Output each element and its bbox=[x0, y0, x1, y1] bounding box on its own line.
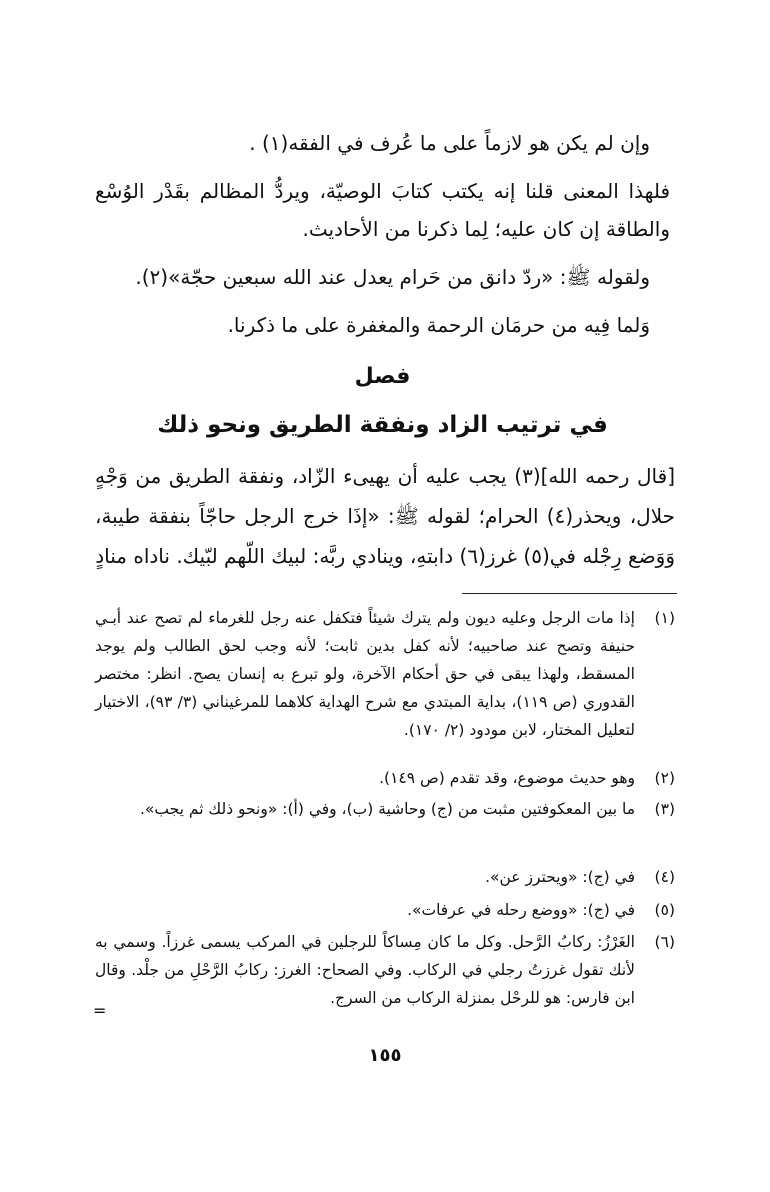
footnote-text: إذا مات الرجل وعليه ديون ولم يترك شيئاً فتكفل عنه رجل للغرماء لم تصح عند أبـي حنيفة وتصح عند صاحبيه؛ لأنه كفل بدين ثابت؛ لأنه وجب لحق الطالب ولم يوجد المسقط، ولهذا يبقى في حق أحكام الآخرة، ولو تبرع به إنسان يصح. انظر: مختصر القدوري (ص ١١٩)، بداية المبتدي مع شرح الهداية كلاهما للمرغيناني (٣/ ٩٣)، الاختيار لتعليل المختار، لابن مودود (٢/ ١٧٠). bbox=[95, 609, 635, 739]
main-paragraph: [قال رحمه الله](٣) يجب عليه أن يهيىء الزّاد، ونفقة الطريق من وَجْهٍ حلال، ويحذر(٤) الحرام؛ لقوله ﷺ: «إذَا خرج الرجل حاجّاً بنفقة طيبة، وَوَضع رِجْله في(٥) غرز(٦) دابتهِ، وينادي ربَّه: لبيك اللّهم لبّيك. ناداه منادٍ bbox=[95, 464, 675, 568]
footnote-number: (٢) bbox=[654, 769, 675, 787]
page-number: ١٥٥ bbox=[368, 1045, 402, 1066]
footnote-number: (١) bbox=[654, 609, 675, 627]
footnote-number: (٤) bbox=[654, 868, 675, 886]
section-title: في ترتيب الزاد ونفقة الطريق ونحو ذلك bbox=[157, 412, 608, 438]
footnote-text: وهو حديث موضوع، وقد تقدم (ص ١٤٩). bbox=[379, 769, 635, 787]
continuation-mark: = bbox=[93, 1001, 107, 1020]
footnote-text: في (ج): «ويحترز عن». bbox=[485, 868, 635, 886]
footnote-1 bbox=[95, 604, 675, 744]
footnote-text: الغَرْزُ: ركابُ الرَّحل. وكل ما كان مِساكاً للرجلين في المركب يسمى غرزاً. وسمي به لأنك تقول غرزتُ رجلي في الركاب. وفي الصحاح: الغرز: ركابُ الرَّحْلِ من جلْد. وقال ابن فارس: هو للرحْل بمنزلة الركاب من السرج. bbox=[95, 933, 635, 1007]
text-line-3: ولقوله ﷺ: «ردّ دانق من حَرام يعدل عند الله سبعين حجّة»(٢). bbox=[135, 265, 650, 289]
footnote-number: (٣) bbox=[654, 800, 675, 818]
footnote-4 bbox=[95, 863, 675, 891]
footnote-3 bbox=[95, 795, 675, 823]
footnote-number: (٦) bbox=[654, 933, 675, 951]
footnote-6 bbox=[95, 928, 675, 1012]
footnote-separator bbox=[462, 593, 677, 594]
footnote-number: (٥) bbox=[654, 901, 675, 919]
text-line-1: وإن لم يكن هو لازماً على ما عُرف في الفقه(١) . bbox=[249, 131, 650, 155]
text-line-4: وَلما فِيه من حرمَان الرحمة والمغفرة على ما ذكرنا. bbox=[227, 313, 650, 337]
footnote-5 bbox=[95, 896, 675, 924]
footnote-text: في (ج): «ووضع رحله في عرفات». bbox=[407, 901, 635, 919]
footnote-text: ما بين المعكوفتين مثبت من (ج) وحاشية (ب)، وفي (أ): «ونحو ذلك ثم يجب». bbox=[140, 800, 635, 818]
paragraph-2: فلهذا المعنى قلنا إنه يكتب كتابَ الوصيّة، ويردُّ المظالم بقَدْر الوُسْع والطاقة إن كان عليه؛ لِما ذكرنا من الأحاديث. bbox=[95, 179, 670, 241]
section-label: فصل bbox=[354, 364, 411, 389]
footnote-2 bbox=[95, 764, 675, 792]
